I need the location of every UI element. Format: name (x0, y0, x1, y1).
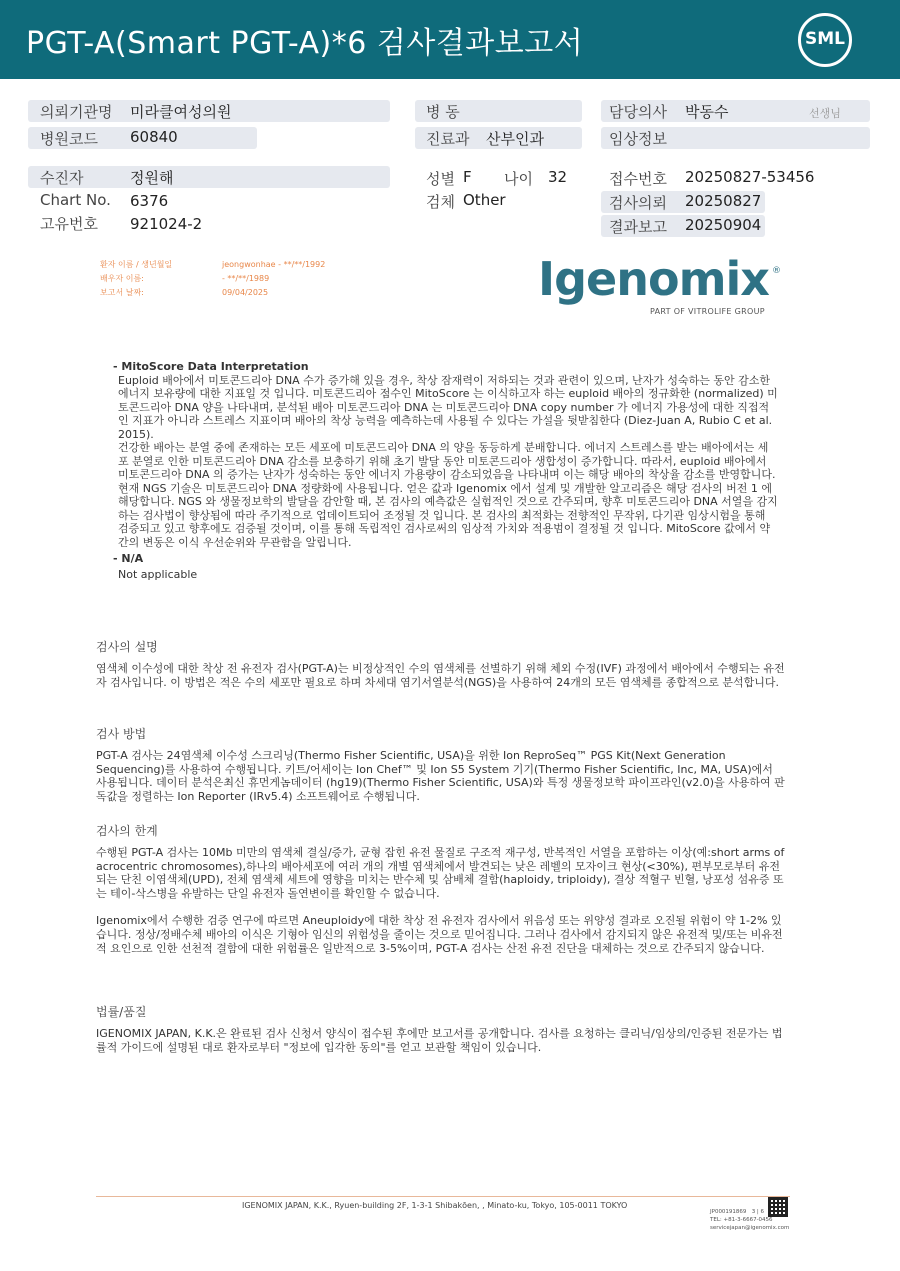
doctor-label: 담당의사 (609, 103, 667, 121)
footer-address: IGENOMIX JAPAN, K.K., Ryuen-building 2F, 1-3-1 Shibakōen, , Minato-ku, Tokyo, 105-0011 TOKYO (242, 1201, 628, 1210)
patient-value: 정원해 (130, 169, 174, 187)
section-title: 검사 방법 (96, 727, 147, 741)
institution-value: 미라클여성의원 (130, 103, 232, 121)
sml-logo-text: SML (805, 29, 845, 49)
receipt-label: 접수번호 (609, 170, 667, 188)
department-label: 진료과 (426, 130, 470, 148)
chart-no-value: 6376 (130, 192, 169, 210)
request-value: 20250827 (685, 192, 762, 210)
igenomix-registered-mark: ® (772, 266, 781, 276)
section-title: 검사의 한계 (96, 824, 158, 838)
sml-logo (798, 13, 852, 67)
na-heading: - N/A (113, 552, 144, 565)
department-value: 산부인과 (486, 130, 544, 148)
footer-divider (96, 1196, 790, 1197)
doctor-value: 박동수 (685, 103, 729, 121)
doctor-suffix: 선생님 (809, 107, 841, 120)
meta-spouse-value: - **/**/1989 (222, 274, 270, 283)
mitoscore-paragraph-2: 건강한 배아는 분열 중에 존재하는 모든 세포에 미토콘드리아 DNA 의 양을 동등하게 분배합니다. 에너지 스트레스를 받는 배아에서는 세포 분열로 인한 미토콘드리아 DNA 감소를 보충하기 위해 초기 발달 동안 미토콘드리아 생합성이 증가합니다. 따라서, euploid 배아에서 미토콘드리아 DNA 의 증가는 난자가 성숙하는 동안 에너지 가용량이 감소되었음을 나타내며 이는 해당 배아의 착상율 감소를 반영합니다. (118, 441, 776, 481)
clinical-label: 임상정보 (609, 130, 667, 148)
unique-id-label: 고유번호 (40, 215, 98, 233)
section-paragraph: IGENOMIX JAPAN, K.K.은 완료된 검사 신청서 양식이 접수된 후에만 보고서를 공개합니다. 검사를 요청하는 클리닉/임상의/인증된 전문가는 법률적 가이드에 설명된 대로 환자로부터 "정보에 입각한 동의"를 얻고 보관할 책임이 있습니다. (96, 1027, 783, 1054)
receipt-value: 20250827-53456 (685, 168, 815, 186)
na-body: Not applicable (118, 567, 198, 581)
report-header (0, 0, 900, 79)
footer-code: JP000191869 (710, 1209, 747, 1215)
section-legal (96, 1003, 786, 1054)
meta-report-date-value: 09/04/2025 (222, 288, 269, 297)
specimen-value: Other (463, 191, 506, 209)
sex-value: F (463, 168, 472, 186)
age-value: 32 (548, 168, 568, 186)
section-paragraph: PGT-A 검사는 24염색체 이수성 스크리닝(Thermo Fisher Scientific, USA)을 위한 Ion ReproSeq™ PGS Kit(Next Generation Sequencing)를 사용하여 수행됩니다. 키트/어세이는 Ion Chef™ 및 Ion S5 System 기기(Thermo Fisher Scientific, Inc, MA, USA)에서 사용됩니다. 데이터 분석은최신 휴먼게놈데이터 (hg19)(Thermo Fisher Scientific, USA)와 특정 생물정보학 파이프라인(v2.0)을 사용하여 판독값을 정렬하는 Ion Reporter (IRv5.4) 소프트웨어로 수행됩니다. (96, 749, 785, 803)
meta-report-date-label: 보고서 날짜: (100, 288, 144, 297)
meta-spouse-label: 배우자 이름: (100, 274, 144, 283)
unique-id-value: 921024-2 (130, 215, 203, 233)
igenomix-logo (538, 252, 788, 322)
patient-metadata (100, 258, 325, 300)
igenomix-wordmark: Igenomix (538, 252, 769, 306)
age-label: 나이 (504, 170, 533, 188)
section-description (96, 638, 786, 689)
section-title: 검사의 설명 (96, 640, 158, 654)
section-paragraph: 염색체 이수성에 대한 착상 전 유전자 검사(PGT-A)는 비정상적인 수의 염색체를 선별하기 위해 체외 수정(IVF) 과정에서 배아에서 수행되는 유전자 검사입니다. 이 방법은 적은 수의 세포만 필요로 하며 차세대 염기서열분석(NGS)을 사용하여 24개의 모든 염색체를 종합적으로 분석합니다. (96, 662, 785, 689)
report-title: PGT-A(Smart PGT-A)*6 검사결과보고서 (26, 26, 584, 61)
meta-patient-value: jeongwonhae - **/**/1992 (222, 260, 326, 269)
request-label: 검사의뢰 (609, 194, 667, 212)
section-title: 법률/품질 (96, 1005, 147, 1019)
footer-email: servicejapan@igenomix.com (710, 1225, 790, 1231)
institution-label: 의뢰기관명 (40, 103, 113, 121)
section-paragraph: 수행된 PGT-A 검사는 10Mb 미만의 염색체 결실/증가, 균형 잡힌 유전 물질로 구조적 재구성, 반복적인 서열을 포함하는 이상(예:short arms of acrocentric chromosomes),하나의 배아세포에 여러 개의 개별 염색체에서 발견되는 낮은 레벨의 모자이크 현상(<30%), 편부모로부터 유전되는 단친 이염색체(UPD), 전체 염색체 세트에 영향을 미치는 반수체 및 삼배체 결함(haploidy, triploidy), 결상 적혈구 빈혈, 낭포성 섬유증 또는 테이-삭스병을 유발하는 단일 유전자 돌연변이를 확인할 수 없습니다. (96, 846, 785, 900)
footer-tel: TEL: +81-3-6667-0456 (710, 1217, 773, 1223)
chart-no-label: Chart No. (40, 191, 111, 209)
footer-contact (710, 1208, 789, 1232)
report-date-label: 결과보고 (609, 218, 667, 236)
sex-label: 성별 (426, 170, 455, 188)
footer-page: 3 | 6 (751, 1209, 765, 1215)
specimen-label: 검체 (426, 193, 455, 211)
section-method (96, 725, 786, 803)
ward-label: 병 동 (426, 103, 460, 121)
section-limitations (96, 822, 786, 955)
hospital-code-value: 60840 (130, 128, 178, 146)
meta-patient-label: 환자 이름 / 생년월일 (100, 260, 173, 269)
hospital-code-label: 병원코드 (40, 130, 98, 148)
mitoscore-paragraph-3: 현재 NGS 기술은 미토콘드리아 DNA 정량화에 사용됩니다. 얻은 값과 Igenomix 에서 설계 및 개발한 알고리즘은 해당 검사의 버전 1 에 해당합니다. NGS 와 생물정보학의 발달을 감안할 때, 본 검사의 예측값은 실험적인 것으로 간주되며, 향후 미토콘드리아 DNA 서열을 감지하는 검사법이 향상됨에 따라 주기적으로 업데이트되어 조정될 것 입니다. 본 검사의 최적화는 전향적인 무작위, 다기관 임상시험을 통해 검증되고 있고 향후에도 검증될 것이며, 이를 통해 독립적인 검사로써의 임상적 가치와 적용범이 결정될 것 입니다. MitoScore 값에서 약간의 변동은 이식 우선순위와 무관함을 알립니다. (118, 481, 778, 549)
report-date-value: 20250904 (685, 216, 762, 234)
igenomix-tagline: PART OF VITROLIFE GROUP (650, 307, 765, 316)
mitoscore-paragraph-1: Euploid 배아에서 미토콘드리아 DNA 수가 증가해 있을 경우, 착상 잠재력이 저하되는 것과 관련이 있으며, 난자가 성숙하는 동안 감소한 에너지 보유량에 대한 지표일 것 입니다. 미토콘드리아 점수인 MitoScore 는 이식하고자 하는 euploid 배아의 정규화한 (normalized) 미토콘드리아 DNA 양을 나타내며, 분석된 배아 미토콘드리아 DNA 는 미토콘드리아 DNA copy number 가 에너지 가용성에 대한 직접적인 지표가 아니라 스트레스 지표이며 배아의 착상 능력을 예측하는데 사용될 수 있다는 가설을 뒷받침한다 (Diez-Juan A, Rubio C et al. 2015). (118, 373, 778, 441)
mitoscore-heading: - MitoScore Data Interpretation (113, 360, 309, 373)
patient-label: 수진자 (40, 169, 84, 187)
mitoscore-interpretation (113, 360, 778, 581)
section-paragraph: Igenomix에서 수행한 검증 연구에 따르면 Aneuploidy에 대한 착상 전 유전자 검사에서 위음성 또는 위양성 결과로 오진될 위험이 약 1-2% 있습니다. 정상/정배수체 배아의 이식은 기형아 임신의 위험성을 줄이는 것으로 믿어집니다. 그러나 검사에서 감지되지 않은 유전적 및/또는 비유전적 요인으로 인한 선천적 결함에 대한 위험률은 일반적으로 3-5%이며, PGT-A 검사는 산전 유전 진단을 대체하는 것으로 간주되지 않습니다. (96, 914, 783, 955)
